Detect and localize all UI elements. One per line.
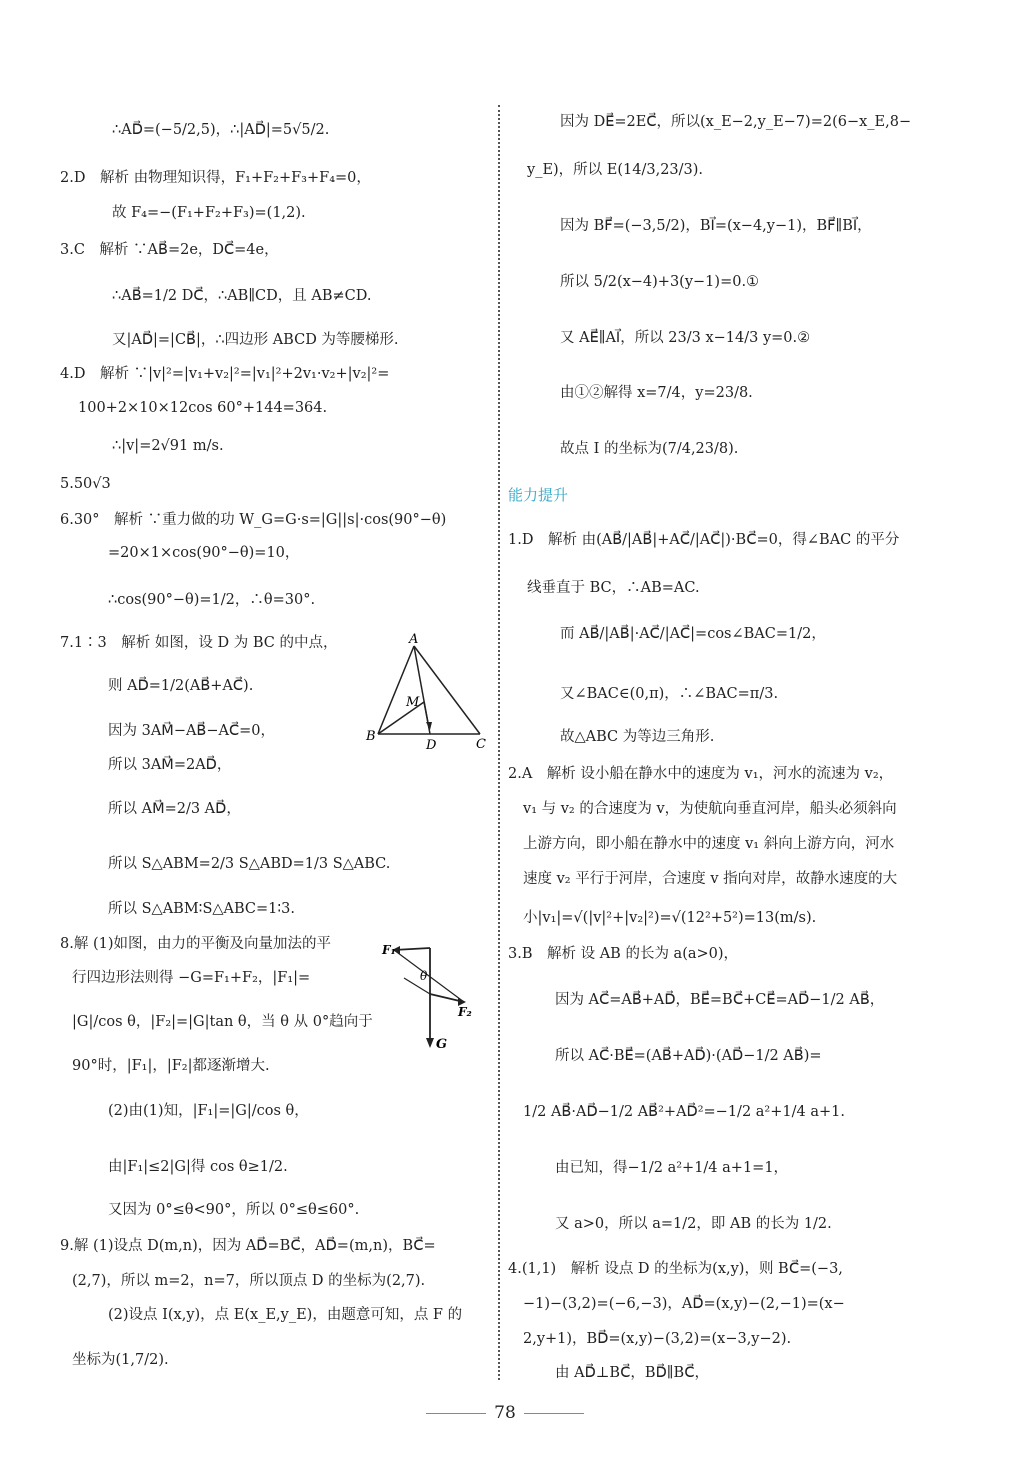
edge-ac [414,646,480,734]
left-text-line: (2)设点 I(x,y)，点 E(x_E,y_E)，由题意可知，点 F 的 [108,1307,463,1323]
label-theta: θ [420,969,428,983]
label-f2: F₂ [458,1005,472,1019]
left-text-line: 所以 3AM⃗=2AD⃗， [108,757,232,773]
label-b: B [366,729,376,744]
right-text-line: 因为 AC⃗=AB⃗+AD⃗，BE⃗=BC⃗+CE⃗=AD⃗−1/2 AB⃗， [555,992,885,1008]
right-text-line: 1.D 解析 由(AB⃗/|AB⃗|+AC⃗/|AC⃗|)·BC⃗=0，得∠BAC 的平分 [508,532,900,548]
right-text-line: 又 a>0，所以 a=1/2，即 AB 的长为 1/2. [555,1216,832,1232]
left-text-line: 坐标为(1,7/2). [72,1352,169,1368]
label-a: A [409,632,419,647]
right-text-line: v₁ 与 v₂ 的合速度为 v，为使航向垂直河岸，船头必须斜向 [523,801,897,817]
label-g: G [436,1037,448,1052]
right-text-line: 又 AE⃗∥AI⃗，所以 23/3 x−14/3 y=0.② [560,330,811,346]
right-text-line: 因为 BF⃗=(−3,5/2)，BI⃗=(x−4,y−1)，BF⃗∥BI⃗， [560,218,872,234]
left-text-line: 行四边形法则得 −G=F₁+F₂，|F₁|= [72,970,311,986]
left-text-line: 4.D 解析 ∵|v|²=|v₁+v₂|²=|v₁|²+2v₁·v₂+|v₂|²= [60,366,390,382]
right-text-line: 上游方向，即小船在静水中的速度 v₁ 斜向上游方向，河水 [523,836,895,852]
right-text-line: 由已知，得−1/2 a²+1/4 a+1=1， [555,1160,789,1176]
right-text-line: 所以 AC⃗·BE⃗=(AB⃗+AD⃗)·(AD⃗−1/2 AB⃗)= [555,1048,822,1064]
right-text-line: 速度 v₂ 平行于河岸，合速度 v 指向对岸，故静水速度的大 [523,871,898,887]
left-text-line: 90°时，|F₁|，|F₂|都逐渐增大. [72,1058,270,1074]
right-text-line: 4.(1,1) 解析 设点 D 的坐标为(x,y)，则 BC⃗=(−3, [508,1261,843,1277]
right-text-line: 故点 I 的坐标为(7/4,23/8). [560,441,739,457]
left-text-line: 7.1∶3 解析 如图，设 D 为 BC 的中点， [60,635,338,651]
right-text-line: 2,y+1)，BD⃗=(x,y)−(3,2)=(x−3,y−2). [523,1331,792,1347]
left-text-line: 故 F₄=−(F₁+F₂+F₃)=(1,2). [112,205,306,221]
right-text-line: 线垂直于 BC，∴AB=AC. [527,580,700,596]
label-d: D [426,738,437,753]
left-text-line: 则 AD⃗=1/2(AB⃗+AC⃗). [108,678,254,694]
right-text-line: y_E)，所以 E(14/3,23/3). [527,162,704,178]
left-text-line: 所以 S△ABM∶S△ABC=1∶3. [108,901,295,917]
left-text-line: 所以 AM⃗=2/3 AD⃗， [108,801,241,817]
force-figure [376,938,486,1058]
page-footer [0,1403,1010,1423]
left-text-line: 8.解 (1)如图，由力的平衡及向量加法的平 [60,936,331,952]
left-text-line: 5.50√3 [60,476,111,492]
right-text-line: −1)−(3,2)=(−6,−3)，AD⃗=(x,y)−(2,−1)=(x− [523,1296,845,1312]
label-c: C [476,737,486,752]
column-divider [498,105,500,1380]
left-text-line: |G|/cos θ，|F₂|=|G|tan θ，当 θ 从 0°趋向于 [72,1014,373,1030]
left-text-line: 3.C 解析 ∵AB⃗=2e，DC⃗=4e， [60,242,279,258]
left-text-line: ∴cos(90°−θ)=1/2，∴θ=30°. [108,592,316,608]
label-m: M [406,695,420,710]
right-text-line: 由①②解得 x=7/4，y=23/8. [560,385,753,401]
left-text-line: 2.D 解析 由物理知识得，F₁+F₂+F₃+F₄=0， [60,170,371,186]
page-number: 78 [494,1403,516,1423]
right-text-line: 因为 DE⃗=2EC⃗，所以(x_E−2,y_E−7)=2(6−x_E,8− [560,114,912,130]
right-text-line: 3.B 解析 设 AB 的长为 a(a>0)， [508,946,739,962]
left-text-line: 6.30° 解析 ∵重力做的功 W_G=G·s=|G||s|·cos(90°−θ) [60,512,447,528]
left-text-line: 所以 S△ABM=2/3 S△ABD=1/3 S△ABC. [108,856,391,872]
right-text-line: 小|v₁|=√(|v|²+|v₂|²)=√(12²+5²)=13(m/s). [523,910,817,926]
left-text-line: 100+2×10×12cos 60°+144=364. [78,400,328,416]
right-text-line: 而 AB⃗/|AB⃗|·AC⃗/|AC⃗|=cos∠BAC=1/2， [560,626,826,642]
right-text-line: 由 AD⃗⊥BC⃗，BD⃗∥BC⃗， [555,1365,709,1381]
label-f1: F₁ [382,943,396,957]
right-text-line: 又∠BAC∈(0,π)，∴∠BAC=π/3. [560,686,779,702]
footer-rule-right [524,1413,584,1414]
left-text-line: ∴AD⃗=(−5/2,5)，∴|AD⃗|=5√5/2. [112,122,330,138]
triangle-figure [362,630,492,755]
diagonal [394,950,464,1002]
left-text-line: 由|F₁|≤2|G|得 cos θ≥1/2. [108,1159,288,1175]
right-text-line: 故△ABC 为等边三角形. [560,729,715,745]
left-text-line: 9.解 (1)设点 D(m,n)，因为 AD⃗=BC⃗，AD⃗=(m,n)，BC⃗= [60,1238,436,1254]
right-text-line: 2.A 解析 设小船在静水中的速度为 v₁，河水的流速为 v₂， [508,766,894,782]
section-heading: 能力提升 [508,486,569,504]
left-text-line: ∴AB⃗=1/2 DC⃗，∴AB∥CD，且 AB≠CD. [112,288,372,304]
left-text-line: 又|AD⃗|=|CB⃗|，∴四边形 ABCD 为等腰梯形. [112,332,399,348]
left-text-line: 又因为 0°≤θ<90°，所以 0°≤θ≤60°. [108,1202,360,1218]
left-text-line: (2,7)，所以 m=2，n=7，所以顶点 D 的坐标为(2,7). [72,1273,426,1289]
left-text-line: 因为 3AM⃗−AB⃗−AC⃗=0， [108,723,276,739]
footer-rule-left [426,1413,486,1414]
right-text-line: 1/2 AB⃗·AD⃗−1/2 AB⃗²+AD⃗²=−1/2 a²+1/4 a+1. [523,1104,845,1120]
right-text-line: 所以 5/2(x−4)+3(y−1)=0.① [560,274,760,290]
left-text-line: =20×1×cos(90°−θ)=10， [108,545,300,561]
left-text-line: ∴|v|=2√91 m/s. [112,438,224,454]
left-text-line: (2)由(1)知，|F₁|=|G|/cos θ， [108,1103,309,1119]
